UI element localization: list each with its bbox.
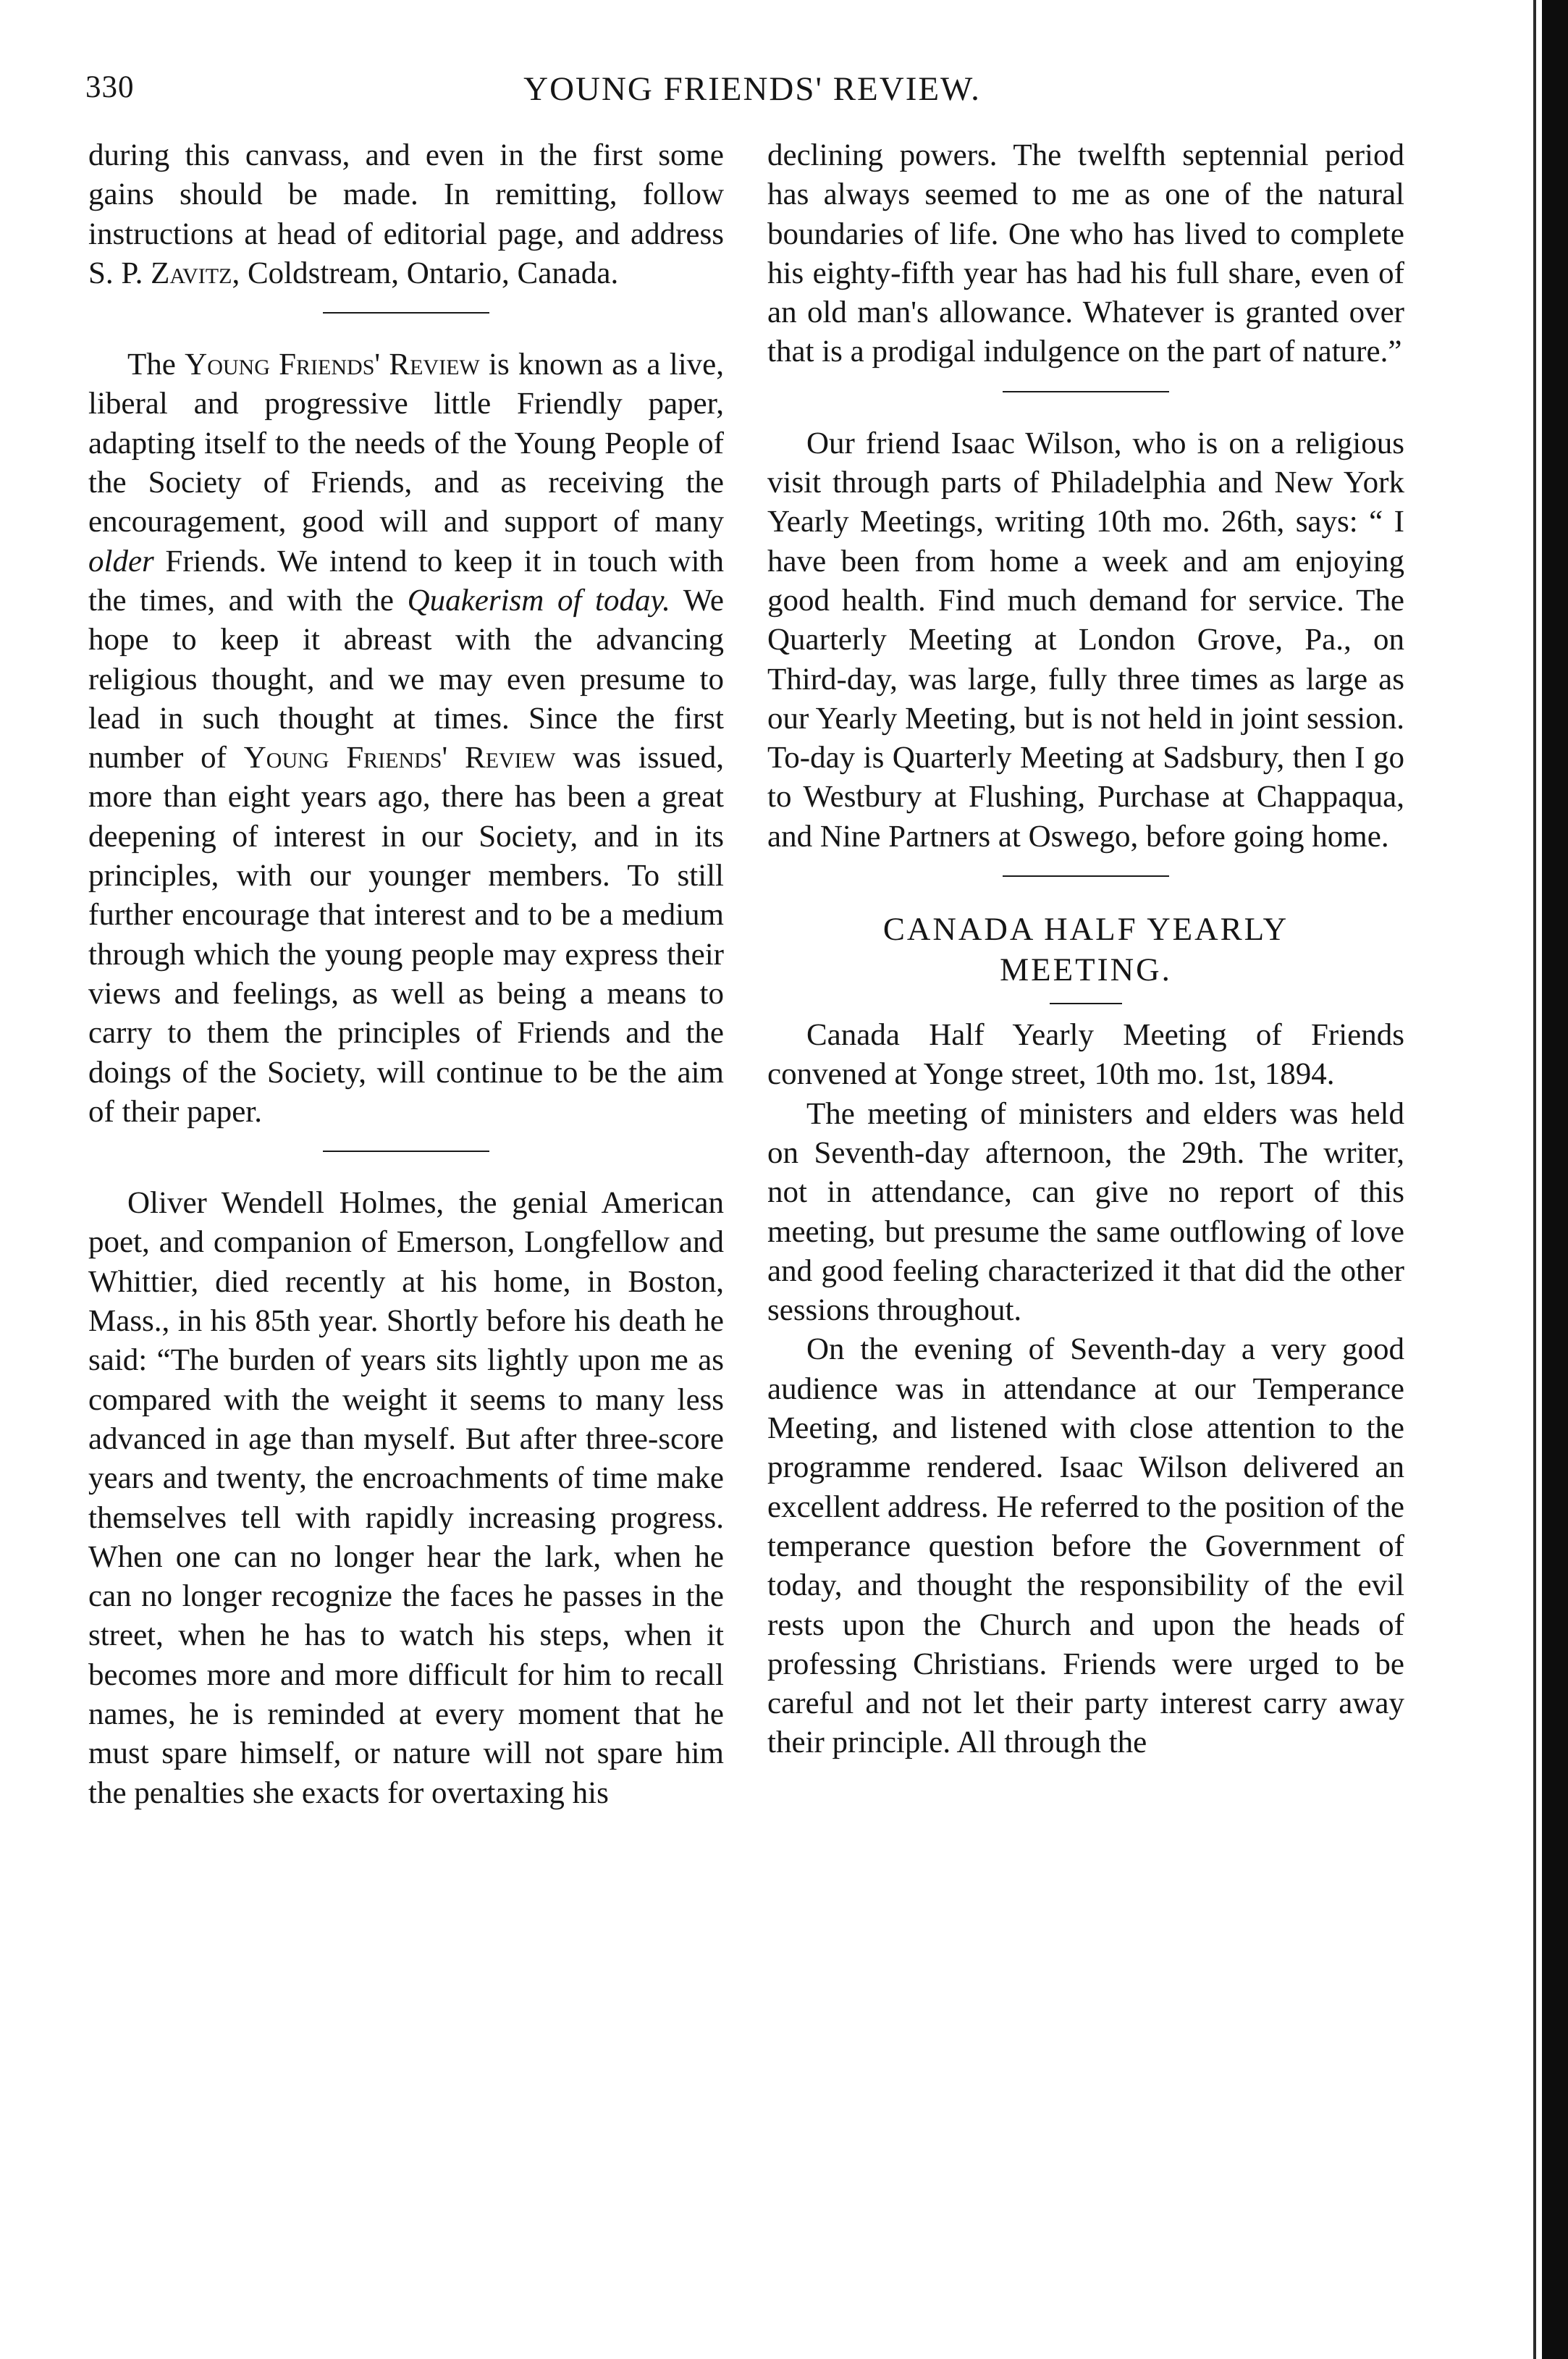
scan-binding-line (1533, 0, 1536, 2359)
section-divider (323, 1151, 489, 1152)
paragraph-ministers-elders: The meeting of ministers and elders was held on Seventh-day afternoon, the 29th. The writer, not in attendance, can give no report of this meeting, but presume the same outflowing of love and good feeling characterized it that did the other sessions throughout. (767, 1096, 1404, 1328)
paragraph-text: We hope to keep it abreast with the advancing religious thought, and we may even presume to lead in such thought at times. Since the first number of (88, 583, 724, 775)
page-number: 330 (85, 70, 135, 104)
name-zavitz: Zavitz (151, 256, 232, 290)
heading-divider (1050, 1003, 1122, 1004)
section-heading-line-1: CANADA HALF YEARLY (882, 911, 1289, 948)
paragraph-holmes-continued: declining powers. The twelfth septennial period has always seemed to me as one of the natural boundaries of life. One who has lived to complete his eighty-fifth year has had his full share, even of an old man's allowance. Whatever is granted over that is a prodigal indulgence on the part of nature.” (767, 138, 1404, 369)
section-heading-line-2: MEETING. (1000, 951, 1172, 988)
paragraph-temperance-meeting: On the evening of Seventh-day a very good audience was in attendance at our Temperance Meeting, and listened with close attention to the programme rendered. Isaac Wilson delivered an excellent address. He referred to the position of the temperance question before the Government of today, and thought the responsibility of the evil rests upon the Church and upon the heads of professing Christians. Friends were urged to be careful and not let their party interest carry away their principle. All through the (767, 1332, 1404, 1760)
emphasis-older: older (88, 544, 154, 579)
paragraph-text: is known as a live, liberal and progressive little Friendly paper, adapting itself to the needs of the Young People of the Society of Friends, and as receiving the encouragement, good will and support of many (88, 348, 724, 539)
paragraph-review-mission (88, 345, 724, 1132)
left-column (88, 136, 724, 1813)
right-column (767, 136, 1404, 1763)
section-divider (1003, 391, 1169, 392)
paragraph-isaac-wilson-visit: Our friend Isaac Wilson, who is on a religious visit through parts of Philadelphia and New York Yearly Meetings, writing 10th mo. 26th, says: “ I have been from home a week and am enjoying good health. Find much demand for service. The Quarterly Meeting at London Grove, Pa., on Third-day, was large, fully three times as large as our Yearly Meeting, but is not held in joint session. To-day is Quarterly Meeting at Sadsbury, then I go to Westbury at Flushing, Purchase at Chappaqua, and Nine Partners at Oswego, before going home. (767, 426, 1404, 854)
paragraph-text: , Coldstream, Ontario, Canada. (232, 256, 619, 290)
section-divider (1003, 875, 1169, 877)
running-title: YOUNG FRIENDS' REVIEW. (523, 70, 981, 108)
paragraph-text: The (127, 348, 185, 382)
section-heading (767, 909, 1404, 990)
paragraph-text: was issued, more than eight years ago, there has been a great deepening of interest in our Society, and in its principles, with our younger members. To still further encourage that interest and to be a medium through which the young people may express their views and feelings, as well as being a means to carry to them the principles of Friends and the doings of the Society, will continue to be the aim of their paper. (88, 741, 724, 1129)
publication-name: Young Friends' Review (185, 348, 480, 382)
paragraph-text: Friends. We intend to keep it in touch with the times, and with the (88, 544, 724, 618)
paragraph-subscription-instructions (88, 136, 724, 293)
paragraph-meeting-convened: Canada Half Yearly Meeting of Friends convened at Yonge street, 10th mo. 1st, 1894. (767, 1018, 1404, 1092)
page-header (85, 70, 1419, 116)
scan-binding-edge (1542, 0, 1568, 2359)
emphasis-quakerism: Quakerism of today. (407, 583, 670, 618)
section-divider (323, 312, 489, 314)
paragraph-text: during this canvass, and even in the first some gains should be made. In remitting, follow instructions at head of editorial page, and address S. P. (88, 138, 724, 290)
paragraph-holmes-obituary: Oliver Wendell Holmes, the genial American poet, and companion of Emerson, Longfellow and Whittier, died recently at his home, in Boston, Mass., in his 85th year. Shortly before his death he said: “The burden of years sits lightly upon me as compared with the weight it seems to many less advanced in age than myself. But after three-score years and twenty, the encroachments of time make themselves tell with rapidly increasing progress. When one can no longer hear the lark, when he can no longer recognize the faces he passes in the street, when he has to watch his steps, when it becomes more and more difficult for him to recall names, he is reminded at every moment that he must spare himself, or nature will not spare him the penalties she exacts for overtaxing his (88, 1186, 724, 1810)
publication-name: Young Friends' Review (243, 741, 556, 775)
